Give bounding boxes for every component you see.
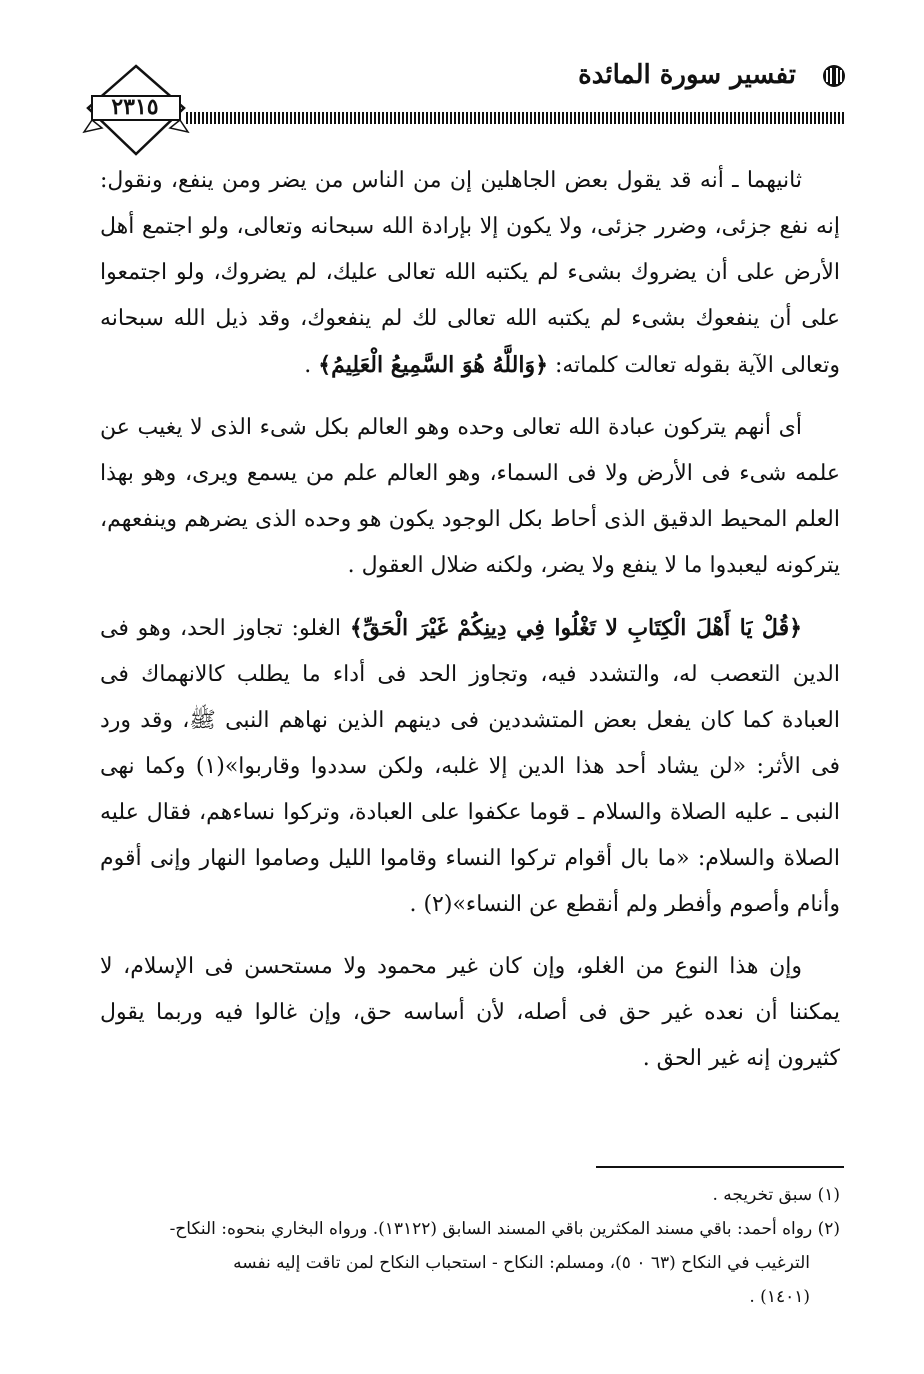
page-header	[0, 0, 924, 170]
paragraph-text: ثانيهما ـ أنه قد يقول بعض الجاهلين إن من الناس من يضر ومن ينفع، ونقول: إنه نفع جزئى، وضرر جزئى، ولا يكون إلا بإرادة الله سبحانه وتعالى، ولو اجتمع أهل الأرض على أن يضروك بشىء لم يكتبه الله تعالى عليك، لم يضروك، ولو اجتمعوا على أن ينفعوك بشىء لم يكتبه الله تعالى لك لم ينفعوك، وقد ذيل الله سبحانه وتعالى الآية بقوله تعالت كلماته:	[100, 168, 840, 378]
paragraph-text: أى أنهم يتركون عبادة الله تعالى وحده وهو العالم بكل شىء الذى لا يغيب عن علمه شىء فى الأرض ولا فى السماء، وهو العالم علم من يسمع ويرى، وهو بهذا العلم المحيط الدقيق الذى أحاط بكل الوجود يكون هو وحده الذى يضرهم وينفعهم، يتركونه ليعبدوا ما لا ينفع ولا يضر، ولكنه ضلال العقول .	[100, 415, 840, 578]
paragraph-4	[100, 944, 840, 1082]
paragraph-1	[100, 158, 840, 389]
footnote-separator	[596, 1166, 844, 1168]
footnote-2-continued: الترغيب في النكاح (٦٣ ٠ ٥)، ومسلم: النكاح - استحباب النكاح لمن تاقت إليه نفسه	[233, 1253, 810, 1273]
ornament-icon	[820, 62, 848, 90]
quran-quote: ﴿قُلْ يَا أَهْلَ الْكِتَابِ لا تَغْلُوا فِي دِينِكُمْ غَيْرَ الْحَقِّ﴾	[349, 615, 802, 641]
footnotes	[100, 1178, 840, 1314]
paragraph-text: الغلو: تجاوز الحد، وهو فى الدين التعصب له، والتشدد فيه، وتجاوز الحد فى أداء ما يطلب كالانهماك فى العبادة كما كان يفعل بعض المتشددين فى دينهم الذين نهاهم النبى ﷺ، وقد ورد فى الأثر: «لن يشاد أحد هذا الدين إلا غلبه، ولكن سددوا وقاربوا»(١) وكما نهى النبى ـ عليه الصلاة والسلام ـ قوما عكفوا على العبادة، وتركوا نساءهم، فقال عليه الصلاة والسلام: «ما بال أقوام تركوا النساء وقاموا الليل وصاموا النهار وإنى أقوم وأنام وأصوم وأفطر ولم أنقطع عن النساء»(٢) .	[100, 616, 840, 917]
quran-quote: ﴿وَاللَّهُ هُوَ السَّمِيعُ الْعَلِيمُ﴾	[318, 352, 548, 378]
header-rule	[186, 112, 844, 124]
main-text	[100, 158, 840, 1098]
running-title: تفسير سورة المائدة	[578, 60, 796, 90]
footnote-2: (٢) رواه أحمد: باقي مسند المكثرين باقي المسند السابق (١٣١٢٢). ورواه البخاري بنحوه: النكاح-	[169, 1219, 840, 1239]
paragraph-end: .	[304, 353, 319, 378]
footnote-1: (١) سبق تخريجه .	[712, 1185, 840, 1205]
paragraph-3	[100, 605, 840, 928]
footnote-2-end: (١٤٠١) .	[749, 1287, 810, 1307]
page-number: ٢٣١٥	[111, 94, 159, 120]
paragraph-2	[100, 405, 840, 589]
paragraph-text: وإن هذا النوع من الغلو، وإن كان غير محمود ولا مستحسن فى الإسلام، لا يمكننا أن نعده غير حق فى أصله، لأن أساسه حق، وإن غالوا فيه وربما يقول كثيرون إنه غير الحق .	[100, 954, 840, 1071]
